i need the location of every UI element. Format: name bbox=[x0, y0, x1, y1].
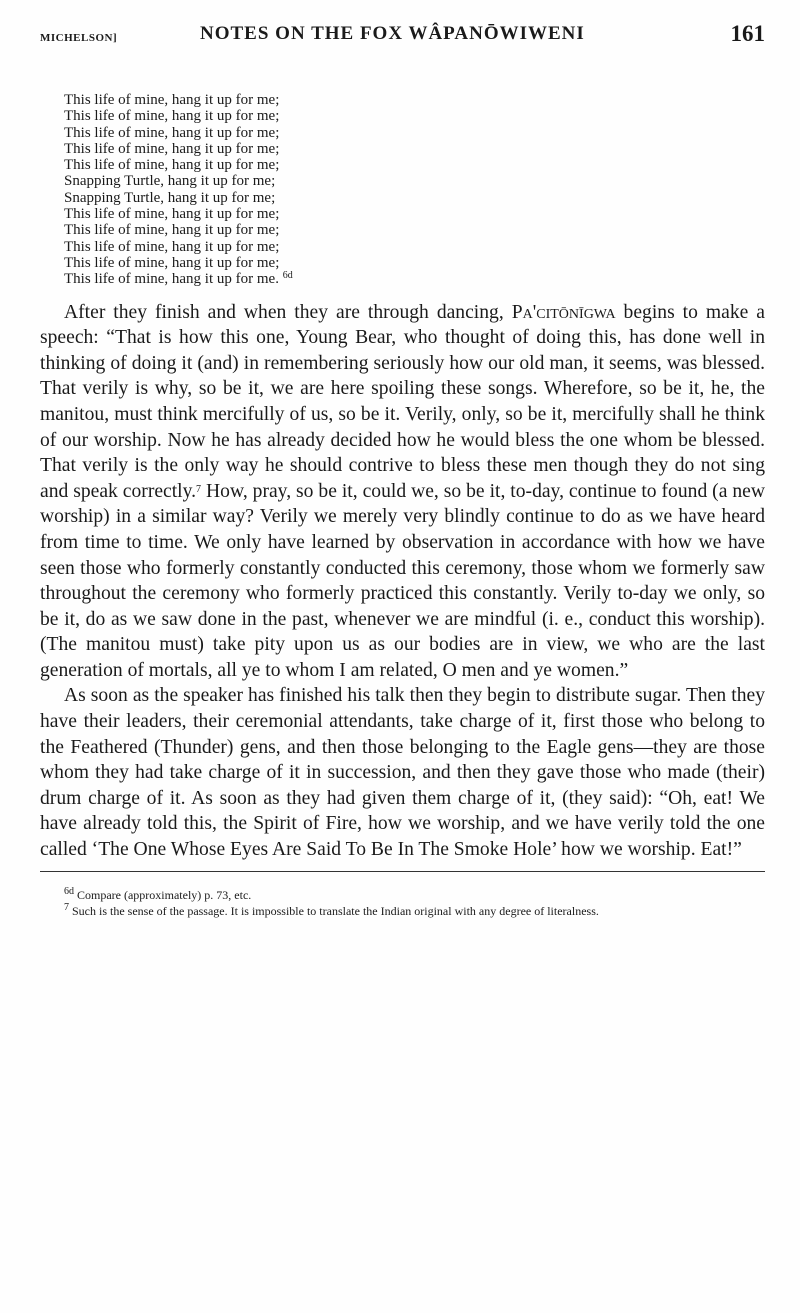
running-title: NOTES ON THE FOX WÂPANŌWIWENI bbox=[200, 23, 585, 44]
paragraph-sugar: As soon as the speaker has finished his talk then they begin to distribute sugar. Then they have their leaders, their ceremonial attendants, take charge of it, first those who belong to the Feathered (Thunder) gens, and then those belonging to the Eagle gens—they are those whom they had take charge of it in succession, and then they gave those who made (their) drum charge of it. As soon as they had given them charge of it, (they said): “Oh, eat! We have already told this, the Spirit of Fire, how we worship, and we have verily told the one called ‘The One Whose Eyes Are Said To Be In The Smoke Hole’ how we worship. Eat!” bbox=[40, 685, 765, 861]
speaker-name: Pa'citōnīgwa bbox=[511, 301, 616, 323]
song-verse bbox=[64, 92, 765, 288]
footnote-6d: $^{6d}$ Compare (approximately) p. 73, etc. bbox=[64, 885, 252, 902]
song-line: This life of mine, hang it up for me; bbox=[64, 157, 280, 174]
song-line: This life of mine, hang it up for me; bbox=[64, 238, 280, 255]
footnotes bbox=[40, 885, 765, 919]
song-line: This life of mine, hang it up for me; bbox=[64, 140, 280, 157]
song-line: This life of mine, hang it up for me; bbox=[64, 222, 280, 239]
page-number: 161 bbox=[730, 21, 765, 46]
song-line: This life of mine, hang it up for me; bbox=[64, 92, 280, 108]
paragraph-speech: After they finish and when they are through dancing, Pa'citōnīgwa begins to make a speech: “That is how this one, Young Bear, who thought of doing this, has done well in thinking of doing it (and) in remembering seriously how our old man, it seems, was blessed. That verily is why, so be it, we are here spoiling these songs. Wherefore, so be it, he, the manitou, must think mercifully of us, so be it. Verily, only, so be it, mercifully shall he think of our worship. Now he has already decided how he would bless the one whom be blessed. That verily is the only way he should contrive to bless these men though they do not sing and speak correctly.$^7$ How, pray, so be it, could we, so be it, to-day, continue to found (a new worship) in a similar way? Verily we merely very blindly continue to do as we have heard from time to time. We only have learned by observation in accordance with how we have seen those who formerly constantly conducted this ceremony, those whom we formerly saw throughout the ceremony who formerly practiced this constantly. Verily to-day we only, so be it, do as we saw done in the past, whenever we are mindful (i. e., conduct this worship). (The manitou must) take pity upon us as our bodies are in view, we who are the last generation of mortals, all ye to whom I am related, O men and ye women.” bbox=[40, 301, 765, 681]
footnote-divider bbox=[40, 871, 765, 872]
running-header bbox=[40, 12, 765, 60]
song-line: Snapping Turtle, hang it up for me; bbox=[64, 173, 276, 190]
song-line: This life of mine, hang it up for me; bbox=[64, 206, 280, 223]
song-line: Snapping Turtle, hang it up for me; bbox=[64, 189, 276, 206]
song-line: This life of mine, hang it up for me; bbox=[64, 108, 280, 125]
running-author: MICHELSON] bbox=[40, 32, 118, 44]
song-line-last: This life of mine, hang it up for me. $^{6d}$ bbox=[64, 270, 293, 288]
footnote-ref-7: 7 bbox=[196, 483, 202, 495]
footnote-7: $^7$ Such is the sense of the passage. It is impossible to translate the Indian original with any degree of literalness. bbox=[64, 902, 599, 919]
document-page bbox=[40, 12, 765, 921]
song-line: This life of mine, hang it up for me; bbox=[64, 124, 280, 141]
song-line: This life of mine, hang it up for me; bbox=[64, 254, 280, 271]
footnote-ref-6d: 6d bbox=[282, 270, 293, 282]
